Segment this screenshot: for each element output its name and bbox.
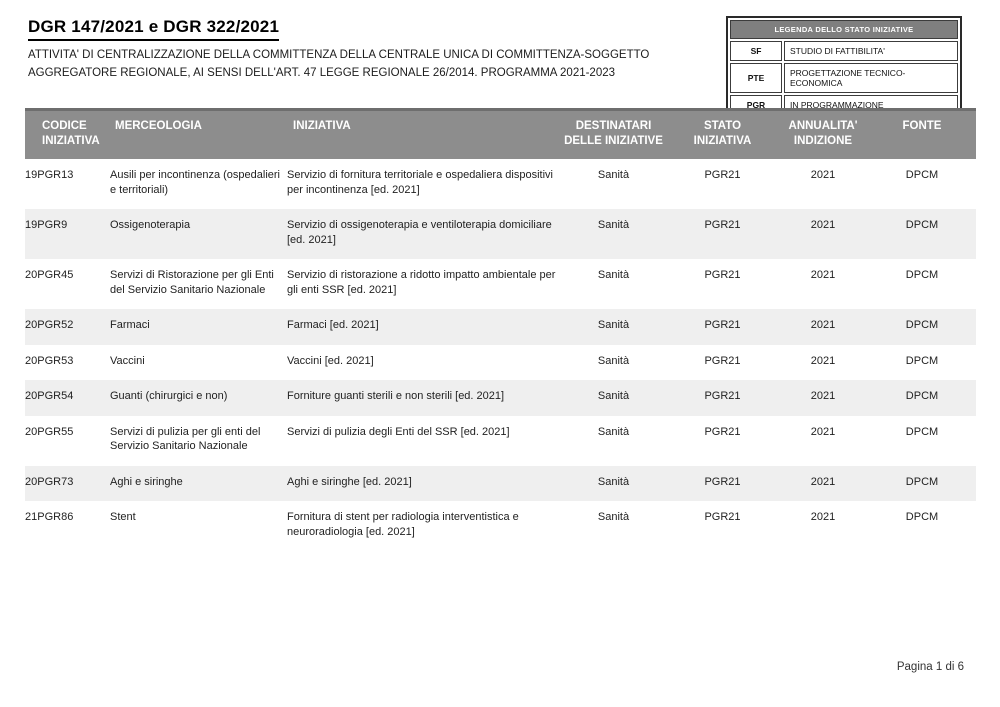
cell-merceologia: Ossigenoterapia bbox=[110, 219, 191, 231]
cell-merceologia: Guanti (chirurgici e non) bbox=[110, 390, 228, 402]
cell-stato: PGR21 bbox=[704, 425, 741, 438]
table-row bbox=[25, 209, 976, 259]
table-row bbox=[25, 380, 976, 416]
cell-iniziativa: Servizi di pulizia degli Enti del SSR [ed. 2021] bbox=[287, 425, 510, 438]
cell-destinatari: Sanità bbox=[597, 511, 630, 523]
cell-merceologia: Servizi di pulizia per gli enti del Servizio Sanitario Nazionale bbox=[110, 425, 261, 452]
cell-stato: PGR21 bbox=[704, 269, 741, 281]
legend-code: PGR bbox=[730, 95, 782, 115]
cell-destinatari: Sanità bbox=[597, 319, 630, 331]
cell-destinatari: Sanità bbox=[597, 475, 630, 488]
column-header-merceologia: MERCEOLOGIA bbox=[110, 110, 287, 160]
cell-annualita: 2021 bbox=[810, 219, 836, 231]
cell-codice: 20PGR54 bbox=[25, 390, 74, 402]
cell-annualita: 2021 bbox=[810, 425, 836, 438]
cell-codice: 20PGR52 bbox=[25, 319, 74, 331]
cell-merceologia: Servizi di Ristorazione per gli Enti del Servizio Sanitario Nazionale bbox=[110, 269, 274, 296]
cell-codice: 19PGR9 bbox=[25, 219, 68, 231]
cell-annualita: 2021 bbox=[810, 511, 836, 523]
legend-row bbox=[730, 41, 958, 61]
page-subtitle: ATTIVITA' DI CENTRALIZZAZIONE DELLA COMMITTENZA DELLA CENTRALE UNICA DI COMMITTENZA-SOGGETTO AGGREGATORE REGIONALE, AI SENSI DELL'ART. 47 LEGGE REGIONALE 26/2014. PROGRAMMA 2021-2023 bbox=[28, 49, 650, 79]
cell-annualita: 2021 bbox=[810, 354, 836, 367]
cell-fonte: DPCM bbox=[905, 319, 939, 331]
table-row bbox=[25, 259, 976, 309]
cell-destinatari: Sanità bbox=[597, 269, 630, 281]
page-title: DGR 147/2021 e DGR 322/2021 bbox=[28, 17, 279, 41]
table-row bbox=[25, 416, 976, 466]
cell-iniziativa: Servizio di ristorazione a ridotto impatto ambientale per gli enti SSR [ed. 2021] bbox=[287, 269, 556, 296]
legend-title: LEGENDA DELLO STATO INIZIATIVE bbox=[730, 20, 958, 39]
cell-fonte: DPCM bbox=[905, 269, 939, 281]
table-row bbox=[25, 159, 976, 209]
cell-iniziativa: Aghi e siringhe [ed. 2021] bbox=[287, 475, 412, 488]
legend-table bbox=[728, 18, 960, 117]
cell-stato: PGR21 bbox=[704, 475, 741, 488]
cell-iniziativa: Farmaci [ed. 2021] bbox=[287, 319, 379, 331]
cell-destinatari: Sanità bbox=[597, 354, 630, 367]
cell-fonte: DPCM bbox=[905, 219, 939, 231]
cell-stato: PGR21 bbox=[704, 219, 741, 231]
cell-merceologia: Vaccini bbox=[110, 354, 145, 367]
cell-stato: PGR21 bbox=[704, 390, 741, 402]
legend-label: STUDIO DI FATTIBILITA' bbox=[784, 41, 958, 61]
cell-merceologia: Ausili per incontinenza (ospedalieri e territoriali) bbox=[110, 169, 280, 196]
cell-stato: PGR21 bbox=[704, 511, 741, 523]
legend-label: IN PROGRAMMAZIONE bbox=[784, 95, 958, 115]
table-row bbox=[25, 345, 976, 381]
legend-row bbox=[730, 63, 958, 93]
cell-fonte: DPCM bbox=[905, 390, 939, 402]
legend-code: PTE bbox=[730, 63, 782, 93]
column-header-annualita-indizione: ANNUALITA' INDIZIONE bbox=[778, 110, 868, 160]
table-header-row bbox=[25, 110, 976, 160]
table-row bbox=[25, 466, 976, 502]
cell-merceologia: Stent bbox=[110, 511, 136, 523]
cell-codice: 19PGR13 bbox=[25, 169, 74, 181]
cell-annualita: 2021 bbox=[810, 319, 836, 331]
column-header-fonte: FONTE bbox=[868, 110, 976, 160]
cell-annualita: 2021 bbox=[810, 269, 836, 281]
initiatives-table bbox=[25, 108, 976, 551]
cell-annualita: 2021 bbox=[810, 169, 836, 181]
cell-destinatari: Sanità bbox=[597, 169, 630, 181]
legend-header-row bbox=[730, 20, 958, 39]
cell-annualita: 2021 bbox=[810, 475, 836, 488]
cell-merceologia: Farmaci bbox=[110, 319, 150, 331]
cell-fonte: DPCM bbox=[905, 475, 939, 488]
column-header-iniziativa: INIZIATIVA bbox=[287, 110, 560, 160]
cell-destinatari: Sanità bbox=[597, 390, 630, 402]
cell-codice: 20PGR73 bbox=[25, 475, 74, 488]
cell-merceologia: Aghi e siringhe bbox=[110, 475, 183, 488]
cell-fonte: DPCM bbox=[905, 354, 939, 367]
cell-codice: 20PGR55 bbox=[25, 425, 74, 438]
cell-iniziativa: Forniture guanti sterili e non sterili [ed. 2021] bbox=[287, 390, 505, 402]
table-row bbox=[25, 309, 976, 345]
cell-annualita: 2021 bbox=[810, 390, 836, 402]
legend-label: PROGETTAZIONE TECNICO-ECONOMICA bbox=[784, 63, 958, 93]
cell-fonte: DPCM bbox=[905, 425, 939, 438]
cell-codice: 20PGR53 bbox=[25, 354, 74, 367]
cell-stato: PGR21 bbox=[704, 319, 741, 331]
cell-stato: PGR21 bbox=[704, 169, 741, 181]
cell-destinatari: Sanità bbox=[597, 219, 630, 231]
cell-fonte: DPCM bbox=[905, 169, 939, 181]
cell-iniziativa: Servizio di fornitura territoriale e ospedaliera dispositivi per incontinenza [ed. 2021] bbox=[287, 169, 553, 196]
cell-codice: 20PGR45 bbox=[25, 269, 74, 281]
column-header-stato-iniziativa: STATO INIZIATIVA bbox=[667, 110, 778, 160]
cell-iniziativa: Vaccini [ed. 2021] bbox=[287, 354, 374, 367]
cell-codice: 21PGR86 bbox=[25, 511, 74, 523]
page-indicator: Pagina 1 di 6 bbox=[896, 661, 964, 673]
legend-box bbox=[726, 16, 962, 119]
legend-code: SF bbox=[730, 41, 782, 61]
cell-fonte: DPCM bbox=[905, 511, 939, 523]
table-row bbox=[25, 501, 976, 551]
column-header-codice-iniziativa: CODICE INIZIATIVA bbox=[25, 110, 110, 160]
cell-stato: PGR21 bbox=[704, 354, 741, 367]
column-header-destinatari: DESTINATARI DELLE INIZIATIVE bbox=[560, 110, 667, 160]
cell-iniziativa: Fornitura di stent per radiologia interventistica e neuroradiologia [ed. 2021] bbox=[287, 511, 519, 538]
cell-iniziativa: Servizio di ossigenoterapia e ventiloterapia domiciliare [ed. 2021] bbox=[287, 219, 552, 246]
cell-destinatari: Sanità bbox=[597, 425, 630, 438]
